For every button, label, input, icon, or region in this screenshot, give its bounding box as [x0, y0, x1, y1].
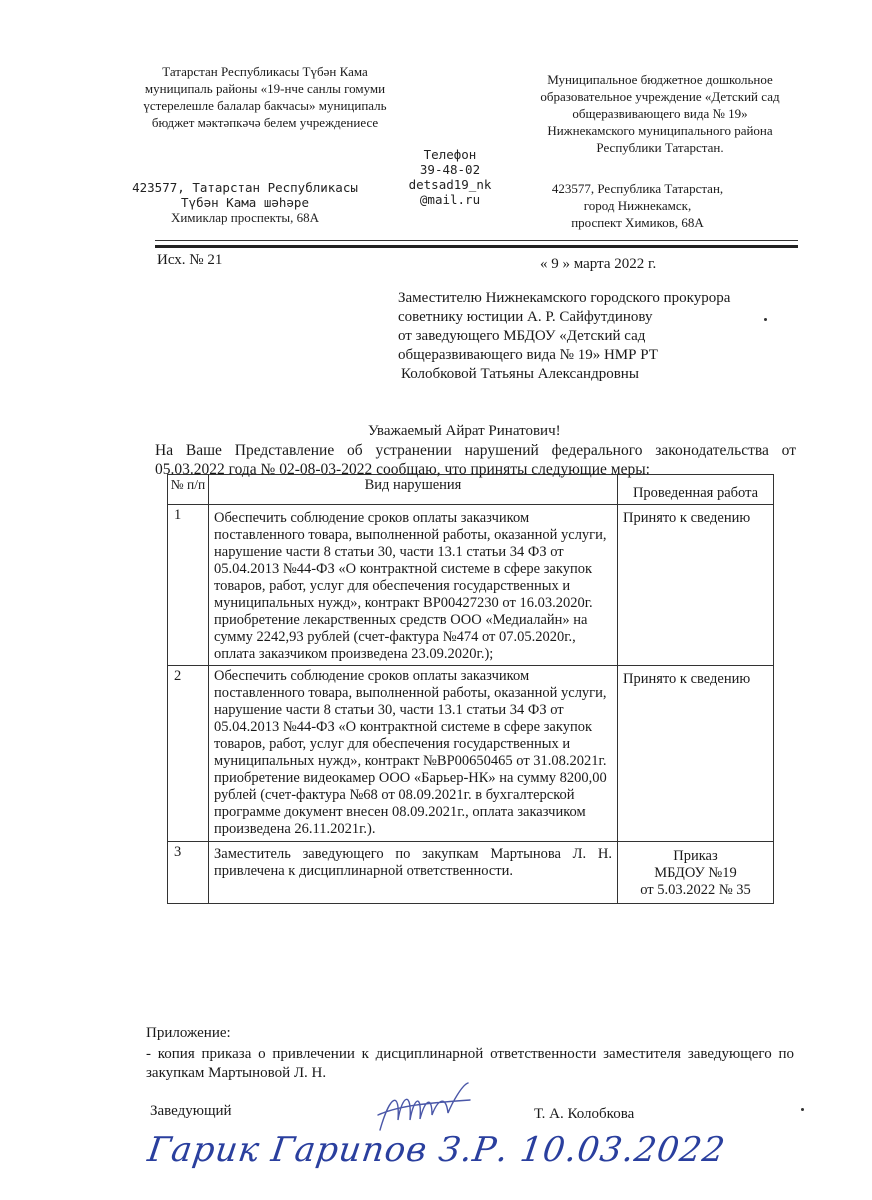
header-right-line: общеразвивающего вида № 19»	[572, 106, 748, 121]
header-left-line: бюджет мәктәпкәчә белем учреждениесе	[151, 115, 379, 130]
paper-speck	[764, 318, 767, 321]
outgoing-date: « 9 » марта 2022 г.	[540, 256, 657, 272]
row-result-line: от 5.03.2022 № 35	[640, 882, 751, 898]
outgoing-number: Исх. № 21	[157, 252, 223, 268]
header-left-line: Татарстан Республикасы Түбән Кама	[162, 64, 368, 79]
header-right-line: Республики Татарстан.	[596, 140, 724, 155]
row-number: 2	[168, 666, 209, 842]
intro-paragraph: На Ваше Представление об устранении нарушений федерального законодательства от 05.03.2022 года № 02-08-03-2022 сообщаю, что приняты следующие меры:	[155, 442, 796, 478]
addressee-line: Колобковой Татьяны Александровны	[401, 366, 639, 382]
table-row	[168, 666, 774, 842]
measures-table	[167, 474, 774, 904]
header-left-org	[100, 63, 430, 131]
addressee-line: общеразвивающего вида № 19» НМР РТ	[398, 347, 658, 363]
header-divider-thin	[155, 240, 798, 241]
row-result: Принято к сведению	[618, 666, 774, 842]
header-contact-line: @mail.ru	[419, 192, 481, 207]
header-divider-thick	[155, 245, 798, 248]
header-contact-line: 39-48-02	[419, 162, 481, 177]
addressee-line: Заместителю Нижнекамского городского прокурора	[398, 290, 731, 306]
table-row	[168, 505, 774, 666]
row-violation: Обеспечить соблюдение сроков оплаты заказчиком поставленного товара, выполненной работы, оказанной услуги, нарушение части 8 статьи 30, части 13.1 статьи 34 ФЗ от 05.04.2013 №44-ФЗ «О контрактной системе в сфере закупок товаров, работ, услуг для обеспечения государственных и муниципальных нужд», контракт №ВР00650465 от 31.08.2021г. приобретение видеокамер ООО «Барьер-НК» на сумму 8200,00 рублей (счет-фактура №68 от 08.09.2021г. в бухгалтерской программе документ внесен 08.09.2021г., оплата заказчиком произведена 26.11.2021г.).	[209, 666, 618, 842]
header-contact-line: detsad19_nk	[408, 177, 492, 192]
header-contacts	[395, 147, 505, 207]
signature-position: Заведующий	[150, 1103, 232, 1119]
attachment-text: - копия приказа о привлечении к дисциплинарной ответственности заместителя заведующего по закупкам Мартыновой Л. Н.	[146, 1046, 794, 1081]
column-header-violation: Вид нарушения	[209, 475, 618, 505]
addressee-block	[398, 289, 778, 384]
header-right-org	[505, 71, 815, 156]
column-header-result: Проведенная работа	[618, 475, 774, 505]
addressee-line: от заведующего МБДОУ «Детский сад	[398, 328, 646, 344]
header-right-address	[530, 180, 745, 231]
header-right-line: Нижнекамского муниципального района	[547, 123, 773, 138]
header-right-line: Муниципальное бюджетное дошкольное	[547, 72, 773, 87]
header-right-line: образовательное учреждение «Детский сад	[540, 89, 780, 104]
handwritten-note: Гарик Гарипов З.Р. 10.03.2022	[145, 1130, 728, 1170]
addressee-line: советнику юстиции А. Р. Сайфутдинову	[398, 309, 653, 325]
row-number: 1	[168, 505, 209, 666]
header-left-address-line: Түбән Кама шәһәре	[181, 195, 309, 210]
header-left-address	[95, 180, 395, 225]
row-violation: Обеспечить соблюдение сроков оплаты заказчиком поставленного товара, выполненной работы, оказанной услуги, нарушение части 8 статьи 30, части 13.1 статьи 34 ФЗ от 05.04.2013 №44-ФЗ «О контрактной системе в сфере закупок товаров, работ, услуг для обеспечения государственных и муниципальных нужд», контракт ВР00427230 от 16.03.2020г. приобретение лекарственных средств ООО «Медиалайн» на сумму 2242,93 рублей (счет-фактура №474 от 07.05.2020г., оплата заказчиком произведена 23.09.2020г.);	[209, 505, 618, 666]
header-right-address-line: город Нижнекамск,	[583, 198, 692, 213]
row-result: Принято к сведению	[618, 505, 774, 666]
header-contact-line: Телефон	[423, 147, 477, 162]
header-left-line: үстерелешле балалар бакчасы» муниципаль	[143, 98, 387, 113]
row-violation: Заместитель заведующего по закупкам Мартынова Л. Н. привлечена к дисциплинарной ответственности.	[209, 842, 618, 904]
row-result	[618, 842, 774, 904]
signature-name: Т. А. Колобкова	[534, 1106, 635, 1122]
header-left-line: муниципаль районы «19-нче санлы гомуми	[144, 81, 386, 96]
paper-speck	[801, 1108, 804, 1111]
header-right-address-line: проспект Химиков, 68А	[571, 215, 704, 230]
row-number: 3	[168, 842, 209, 904]
column-header-number: № п/п	[168, 475, 209, 505]
header-left-address-line: 423577, Татарстан Республикасы	[132, 180, 358, 195]
row-result-line: МБДОУ №19	[654, 865, 737, 881]
header-right-address-line: 423577, Республика Татарстан,	[551, 181, 724, 196]
salutation: Уважаемый Айрат Ринатович!	[368, 423, 561, 439]
header-left-address-line: Химиклар проспекты, 68А	[170, 210, 320, 225]
row-result-line: Приказ	[673, 848, 718, 864]
table-row	[168, 842, 774, 904]
attachment-title: Приложение:	[146, 1025, 231, 1041]
table-header-row	[168, 475, 774, 505]
